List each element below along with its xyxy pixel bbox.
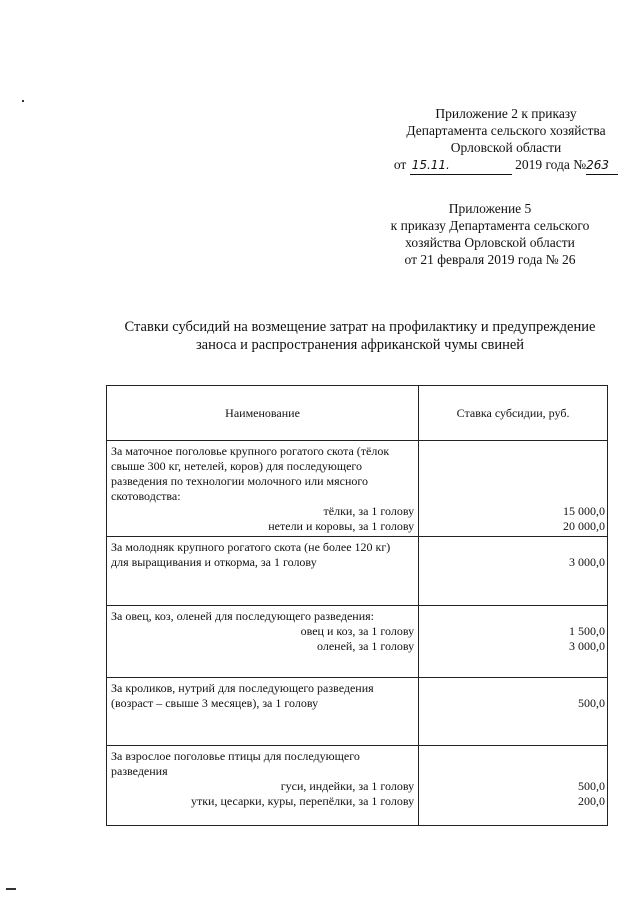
row-name-cell: [107, 678, 419, 746]
row-subitem: тёлки, за 1 голову: [323, 504, 415, 518]
row-value: 1 500,0: [569, 624, 605, 638]
scan-speck: [22, 100, 24, 102]
subsidy-rates-table: [106, 385, 608, 826]
row-name-cell: [107, 606, 419, 678]
handwritten-number: 263: [586, 157, 618, 175]
header-name: Наименование: [107, 386, 419, 441]
row-text: скотоводства:: [111, 489, 181, 503]
row-name-cell: [107, 537, 419, 606]
row-subitem: овец и коз, за 1 голову: [300, 624, 415, 638]
row-text: для выращивания и откорма, за 1 голову: [111, 555, 317, 569]
row-value: 200,0: [578, 794, 605, 808]
row-text: За молодняк крупного рогатого скота (не более 120 кг): [111, 540, 391, 554]
header-rate: Ставка субсидии, руб.: [419, 386, 608, 441]
order-date-line: [372, 156, 640, 175]
row-text: свыше 300 кг, нетелей, коров) для последующего: [111, 459, 363, 473]
appendix-line-2: Департамента сельского хозяйства: [406, 123, 606, 138]
table-row: [107, 678, 608, 746]
row-text: разведения: [111, 764, 168, 778]
row-value-cell: [419, 537, 608, 606]
table-row: [107, 537, 608, 606]
row-value-cell: [419, 606, 608, 678]
prior-appendix-header: [370, 200, 610, 268]
handwritten-date: 15.11.: [410, 157, 512, 175]
row-name-cell: [107, 441, 419, 537]
row-name-cell: [107, 746, 419, 826]
row-value-cell: [419, 678, 608, 746]
row-value: 20 000,0: [563, 519, 605, 533]
row-text: (возраст – свыше 3 месяцев), за 1 голову: [111, 696, 319, 710]
row-subitem: гуси, индейки, за 1 голову: [280, 779, 415, 793]
row-value: 3 000,0: [569, 555, 605, 569]
row-text: разведения по технологии молочного или мясного: [111, 474, 368, 488]
table-row: [107, 606, 608, 678]
row-text: За маточное поголовье крупного рогатого скота (тёлок: [111, 444, 390, 458]
row-value: 15 000,0: [563, 504, 605, 518]
row-value: 500,0: [578, 779, 605, 793]
row-text: За овец, коз, оленей для последующего разведения:: [111, 609, 375, 623]
row-value-cell: [419, 441, 608, 537]
table-row: [107, 746, 608, 826]
prior-appendix-line-2: к приказу Департамента сельского: [390, 218, 590, 233]
prior-appendix-line-4: от 21 февраля 2019 года № 26: [404, 252, 576, 267]
date-year: 2019 года №: [515, 157, 587, 172]
table-header-row: [107, 386, 608, 441]
row-text: За взрослое поголовье птицы для последующего: [111, 749, 360, 763]
date-prefix: от: [393, 157, 407, 172]
appendix-line-3: Орловской области: [450, 140, 562, 155]
row-value: 500,0: [578, 696, 605, 710]
row-subitem: оленей, за 1 голову: [317, 639, 415, 653]
appendix-header: [372, 105, 640, 175]
row-value: 3 000,0: [569, 639, 605, 653]
appendix-line-1: Приложение 2 к приказу: [435, 106, 577, 121]
table-row: [107, 441, 608, 537]
prior-appendix-line-3: хозяйства Орловской области: [405, 235, 575, 250]
title-line-2: заноса и распространения африканской чумы свиней: [195, 337, 525, 353]
prior-appendix-line-1: Приложение 5: [448, 201, 532, 216]
title-line-1: Ставки субсидий на возмещение затрат на профилактику и предупреждение: [124, 319, 596, 335]
scan-speck: [6, 888, 16, 890]
row-text: За кроликов, нутрий для последующего разведения: [111, 681, 374, 695]
row-value-cell: [419, 746, 608, 826]
document-title: [105, 318, 615, 354]
row-subitem: нетели и коровы, за 1 голову: [268, 519, 415, 533]
row-subitem: утки, цесарки, куры, перепёлки, за 1 голову: [190, 794, 415, 808]
